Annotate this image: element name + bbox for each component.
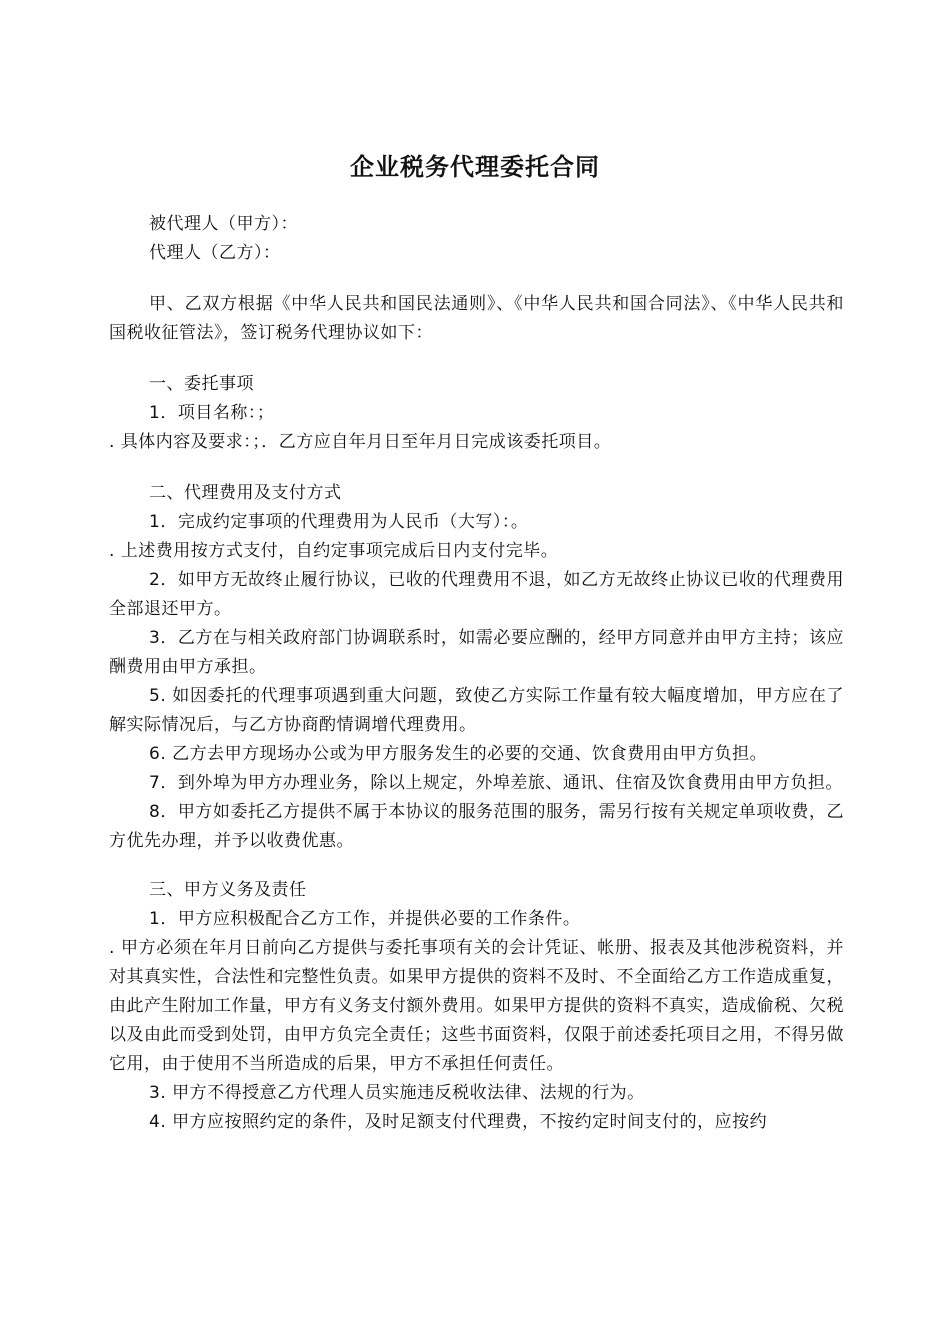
clause-paragraph: 1．完成约定事项的代理费用为人民币（大写）：。 <box>149 512 529 532</box>
section-heading: 一、委托事项 <box>149 374 254 394</box>
clause-paragraph: 1．甲方应积极配合乙方工作，并提供必要的工作条件。 <box>149 909 581 929</box>
clause-paragraph: 6. 乙方去甲方现场办公或为甲方服务发生的必要的交通、饮食费用由甲方负担。 <box>149 744 768 764</box>
preamble-paragraph: 甲、乙双方根据《中华人民共和国民法通则》、《中华人民共和国合同法》、《中华人民共和国税收征管法》，签订税务代理协议如下： <box>109 294 844 343</box>
clause-paragraph: . 具体内容及要求：；．乙方应自年月日至年月日完成该委托项目。 <box>109 432 612 452</box>
section-fees-payment <box>109 479 844 856</box>
clause-paragraph: 4. 甲方应按照约定的条件，及时足额支付代理费，不按约定时间支付的，应按约 <box>149 1112 768 1132</box>
section-party-a-obligations <box>109 876 844 1137</box>
party-b-line: 代理人（乙方）： <box>149 243 281 263</box>
section-heading: 三、甲方义务及责任 <box>149 880 307 900</box>
clause-paragraph: . 上述费用按方式支付，自约定事项完成后日内支付完毕。 <box>109 541 559 561</box>
clause-paragraph: 5. 如因委托的代理事项遇到重大问题，致使乙方实际工作量有较大幅度增加，甲方应在了解实际情况后，与乙方协商酌情调增代理费用。 <box>109 686 844 735</box>
party-a-line: 被代理人（甲方）： <box>149 214 298 234</box>
clause-paragraph: 8．甲方如委托乙方提供不属于本协议的服务范围的服务，需另行按有关规定单项收费，乙方优先办理，并予以收费优惠。 <box>109 802 844 851</box>
clause-paragraph: 3. 甲方不得授意乙方代理人员实施违反税收法律、法规的行为。 <box>149 1083 645 1103</box>
clause-paragraph: 1．项目名称：； <box>149 403 275 423</box>
clause-paragraph: 3．乙方在与相关政府部门协调联系时，如需必要应酬的，经甲方同意并由甲方主持；该应酬费用由甲方承担。 <box>109 628 844 677</box>
document-body <box>109 210 844 1137</box>
clause-paragraph: 2．如甲方无故终止履行协议，已收的代理费用不退，如乙方无故终止协议已收的代理费用全部退还甲方。 <box>109 570 844 619</box>
clause-paragraph: . 甲方必须在年月日前向乙方提供与委托事项有关的会计凭证、帐册、报表及其他涉税资料，并对其真实性，合法性和完整性负责。如果甲方提供的资料不及时、不全面给乙方工作造成重复，由此产生附加工作量，甲方有义务支付额外费用。如果甲方提供的资料不真实，造成偷税、欠税以及由此而受到处罚，由甲方负完全责任；这些书面资料，仅限于前述委托项目之用，不得另做它用，由于使用不当所造成的后果，甲方不承担任何责任。 <box>109 938 844 1074</box>
section-heading: 二、代理费用及支付方式 <box>149 483 342 503</box>
clause-paragraph: 7．到外埠为甲方办理业务，除以上规定，外埠差旅、通讯、住宿及饮食费用由甲方负担。 <box>149 773 843 793</box>
document-title: 企业税务代理委托合同 <box>350 153 600 181</box>
section-entrusted-matters <box>109 370 844 457</box>
